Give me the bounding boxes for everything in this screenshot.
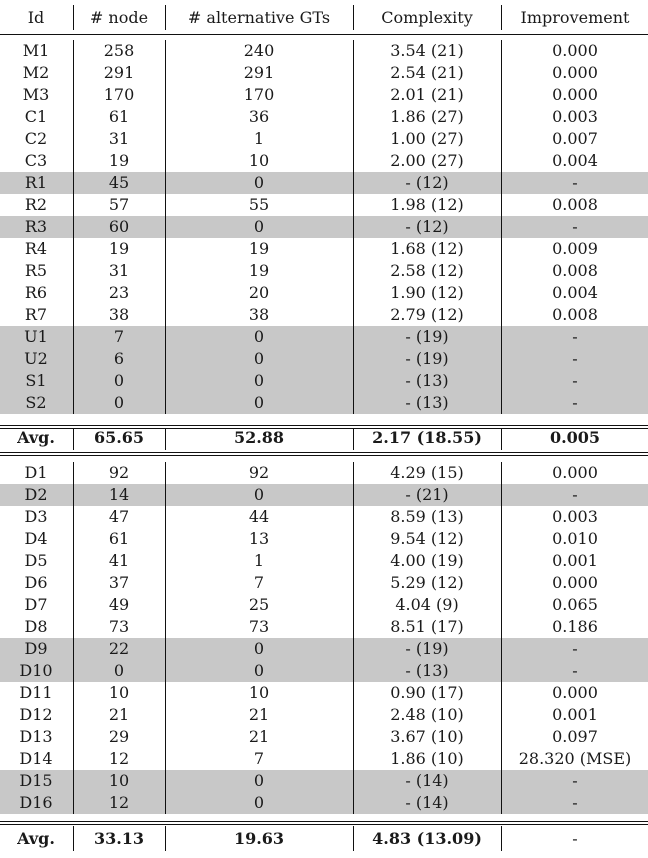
- table-row: [0, 194, 648, 216]
- average-row: [0, 427, 648, 449]
- improvement-cell: 0.001: [552, 705, 598, 724]
- table-row: [0, 304, 648, 326]
- id-cell: U1: [24, 327, 48, 346]
- node-cell: 23: [108, 283, 130, 302]
- improvement-cell: -: [572, 173, 578, 192]
- table-row: [0, 726, 648, 748]
- column-separator: [501, 40, 502, 414]
- node-cell: 10: [108, 771, 130, 790]
- alt-gts-cell: 13: [248, 529, 270, 548]
- complexity-cell: 5.29 (12): [390, 573, 464, 592]
- complexity-cell: 2.00 (27): [390, 151, 464, 170]
- complexity-cell: 2.58 (12): [390, 261, 464, 280]
- complexity-cell: 2.01 (21): [390, 85, 464, 104]
- complexity-cell: 1.86 (27): [390, 107, 464, 126]
- node-cell: 170: [103, 85, 135, 104]
- improvement-cell: -: [572, 829, 578, 848]
- improvement-cell: 0.000: [552, 463, 598, 482]
- improvement-cell: 0.008: [552, 305, 598, 324]
- complexity-cell: 2.48 (10): [390, 705, 464, 724]
- complexity-cell: 2.79 (12): [390, 305, 464, 324]
- table-row: [0, 326, 648, 348]
- id-cell: M2: [22, 63, 50, 82]
- complexity-cell: - (12): [405, 173, 449, 192]
- column-separator: [165, 40, 166, 414]
- complexity-cell: - (12): [405, 217, 449, 236]
- complexity-cell: - (19): [405, 349, 449, 368]
- node-cell: 31: [108, 261, 130, 280]
- complexity-cell: - (19): [405, 327, 449, 346]
- alt-gts-cell: 1: [253, 551, 265, 570]
- column-separator: [353, 826, 354, 851]
- table-row: [0, 40, 648, 62]
- id-cell: D7: [24, 595, 48, 614]
- rule-line: [0, 425, 648, 426]
- alt-gts-cell: 240: [243, 41, 275, 60]
- alt-gts-cell: 291: [243, 63, 275, 82]
- table-row: [0, 748, 648, 770]
- id-cell: R7: [24, 305, 48, 324]
- id-cell: R2: [24, 195, 48, 214]
- complexity-cell: - (14): [405, 793, 449, 812]
- alt-gts-cell: 19.63: [233, 829, 285, 848]
- complexity-cell: 3.54 (21): [390, 41, 464, 60]
- node-cell: 0: [113, 393, 125, 412]
- improvement-cell: -: [572, 771, 578, 790]
- improvement-cell: 0.008: [552, 195, 598, 214]
- node-cell: 12: [108, 749, 130, 768]
- alt-gts-cell: 10: [248, 151, 270, 170]
- improvement-cell: 0.000: [552, 85, 598, 104]
- improvement-cell: -: [572, 793, 578, 812]
- improvement-cell: 0.010: [552, 529, 598, 548]
- complexity-cell: 9.54 (12): [390, 529, 464, 548]
- node-cell: 38: [108, 305, 130, 324]
- id-cell: D14: [19, 749, 53, 768]
- alt-gts-cell: 19: [248, 239, 270, 258]
- table-row: [0, 260, 648, 282]
- complexity-cell: 8.51 (17): [390, 617, 464, 636]
- table-row: [0, 484, 648, 506]
- table-row: [0, 506, 648, 528]
- column-separator: [73, 462, 74, 814]
- improvement-cell: 0.186: [552, 617, 598, 636]
- node-cell: 0: [113, 661, 125, 680]
- node-cell: 45: [108, 173, 130, 192]
- complexity-cell: - (13): [405, 661, 449, 680]
- node-cell: 33.13: [93, 829, 145, 848]
- alt-gts-cell: 7: [253, 573, 265, 592]
- node-cell: 7: [113, 327, 125, 346]
- node-cell: 57: [108, 195, 130, 214]
- node-cell: 29: [108, 727, 130, 746]
- node-cell: 291: [103, 63, 135, 82]
- id-cell: C3: [24, 151, 48, 170]
- id-cell: M3: [22, 85, 50, 104]
- node-cell: 22: [108, 639, 130, 658]
- column-separator: [73, 40, 74, 414]
- alt-gts-cell: 0: [253, 661, 265, 680]
- table-row: [0, 282, 648, 304]
- improvement-cell: -: [572, 327, 578, 346]
- header-id-cell: Id: [27, 8, 45, 27]
- alt-gts-cell: 0: [253, 639, 265, 658]
- node-cell: 258: [103, 41, 135, 60]
- complexity-cell: 4.29 (15): [390, 463, 464, 482]
- table-row: [0, 616, 648, 638]
- header-row: [0, 7, 648, 29]
- complexity-cell: - (14): [405, 771, 449, 790]
- table-row: [0, 106, 648, 128]
- id-cell: C1: [24, 107, 48, 126]
- node-cell: 12: [108, 793, 130, 812]
- id-cell: Avg.: [17, 829, 55, 848]
- id-cell: D4: [24, 529, 48, 548]
- improvement-cell: 28.320 (MSE): [518, 749, 632, 768]
- complexity-cell: - (13): [405, 371, 449, 390]
- column-separator: [353, 40, 354, 414]
- id-cell: R6: [24, 283, 48, 302]
- complexity-cell: 2.17 (18.55): [372, 428, 482, 447]
- complexity-cell: 1.00 (27): [390, 129, 464, 148]
- improvement-cell: 0.065: [552, 595, 598, 614]
- node-cell: 19: [108, 151, 130, 170]
- complexity-cell: - (13): [405, 393, 449, 412]
- rule-line: [0, 821, 648, 822]
- alt-gts-cell: 21: [248, 727, 270, 746]
- id-cell: D1: [24, 463, 48, 482]
- table-row: [0, 550, 648, 572]
- improvement-cell: 0.001: [552, 551, 598, 570]
- header-complexity-cell: Complexity: [381, 8, 473, 27]
- improvement-cell: -: [572, 661, 578, 680]
- id-cell: D5: [24, 551, 48, 570]
- improvement-cell: 0.007: [552, 129, 598, 148]
- alt-gts-cell: 19: [248, 261, 270, 280]
- improvement-cell: 0.000: [552, 683, 598, 702]
- id-cell: D9: [24, 639, 48, 658]
- alt-gts-cell: 44: [248, 507, 270, 526]
- complexity-cell: 1.98 (12): [390, 195, 464, 214]
- id-cell: D8: [24, 617, 48, 636]
- average-row: [0, 828, 648, 850]
- complexity-cell: 2.54 (21): [390, 63, 464, 82]
- complexity-cell: 1.90 (12): [390, 283, 464, 302]
- complexity-cell: - (19): [405, 639, 449, 658]
- alt-gts-cell: 1: [253, 129, 265, 148]
- id-cell: C2: [24, 129, 48, 148]
- complexity-cell: - (21): [405, 485, 449, 504]
- improvement-cell: 0.005: [549, 428, 601, 447]
- improvement-cell: -: [572, 485, 578, 504]
- improvement-cell: 0.000: [552, 63, 598, 82]
- improvement-cell: -: [572, 371, 578, 390]
- rule-line: [0, 34, 648, 35]
- node-cell: 41: [108, 551, 130, 570]
- alt-gts-cell: 0: [253, 349, 265, 368]
- table-row: [0, 462, 648, 484]
- id-cell: S2: [25, 393, 47, 412]
- table-row: [0, 770, 648, 792]
- table-row: [0, 150, 648, 172]
- node-cell: 19: [108, 239, 130, 258]
- id-cell: D10: [19, 661, 53, 680]
- table-row: [0, 216, 648, 238]
- id-cell: R4: [24, 239, 48, 258]
- complexity-cell: 0.90 (17): [390, 683, 464, 702]
- complexity-cell: 8.59 (13): [390, 507, 464, 526]
- table-row: [0, 348, 648, 370]
- node-cell: 10: [108, 683, 130, 702]
- header-improvement-cell: Improvement: [520, 8, 630, 27]
- id-cell: D15: [19, 771, 53, 790]
- column-separator: [353, 462, 354, 814]
- node-cell: 92: [108, 463, 130, 482]
- table-row: [0, 528, 648, 550]
- node-cell: 37: [108, 573, 130, 592]
- complexity-cell: 1.86 (10): [390, 749, 464, 768]
- improvement-cell: 0.097: [552, 727, 598, 746]
- column-separator: [501, 826, 502, 851]
- column-separator: [501, 462, 502, 814]
- id-cell: S1: [25, 371, 47, 390]
- id-cell: D2: [24, 485, 48, 504]
- alt-gts-cell: 10: [248, 683, 270, 702]
- alt-gts-cell: 0: [253, 371, 265, 390]
- column-separator: [73, 428, 74, 450]
- table-row: [0, 238, 648, 260]
- table-row: [0, 172, 648, 194]
- node-cell: 21: [108, 705, 130, 724]
- header-alt-gts-cell: # alternative GTs: [187, 8, 331, 27]
- improvement-cell: 0.000: [552, 573, 598, 592]
- improvement-cell: 0.009: [552, 239, 598, 258]
- alt-gts-cell: 92: [248, 463, 270, 482]
- table-row: [0, 594, 648, 616]
- id-cell: Avg.: [17, 428, 55, 447]
- column-separator: [73, 826, 74, 851]
- alt-gts-cell: 0: [253, 327, 265, 346]
- column-separator: [501, 5, 502, 30]
- table-row: [0, 638, 648, 660]
- id-cell: D6: [24, 573, 48, 592]
- table-row: [0, 84, 648, 106]
- column-separator: [165, 826, 166, 851]
- alt-gts-cell: 0: [253, 793, 265, 812]
- rule-line: [0, 452, 648, 453]
- alt-gts-cell: 0: [253, 217, 265, 236]
- id-cell: R3: [24, 217, 48, 236]
- table-row: [0, 792, 648, 814]
- table-row: [0, 128, 648, 150]
- column-separator: [501, 428, 502, 450]
- table-row: [0, 370, 648, 392]
- alt-gts-cell: 7: [253, 749, 265, 768]
- node-cell: 65.65: [93, 428, 145, 447]
- alt-gts-cell: 170: [243, 85, 275, 104]
- node-cell: 61: [108, 107, 130, 126]
- improvement-cell: 0.008: [552, 261, 598, 280]
- id-cell: D16: [19, 793, 53, 812]
- improvement-cell: 0.000: [552, 41, 598, 60]
- node-cell: 61: [108, 529, 130, 548]
- alt-gts-cell: 0: [253, 393, 265, 412]
- header-node-cell: # node: [89, 8, 149, 27]
- rule-line: [0, 824, 648, 825]
- alt-gts-cell: 0: [253, 173, 265, 192]
- improvement-cell: -: [572, 217, 578, 236]
- improvement-cell: -: [572, 393, 578, 412]
- alt-gts-cell: 0: [253, 485, 265, 504]
- node-cell: 31: [108, 129, 130, 148]
- column-separator: [73, 5, 74, 30]
- alt-gts-cell: 36: [248, 107, 270, 126]
- id-cell: U2: [24, 349, 48, 368]
- table-row: [0, 572, 648, 594]
- node-cell: 73: [108, 617, 130, 636]
- improvement-cell: 0.003: [552, 507, 598, 526]
- node-cell: 49: [108, 595, 130, 614]
- column-separator: [353, 5, 354, 30]
- column-separator: [353, 428, 354, 450]
- complexity-cell: 4.00 (19): [390, 551, 464, 570]
- id-cell: M1: [22, 41, 50, 60]
- node-cell: 14: [108, 485, 130, 504]
- table-row: [0, 62, 648, 84]
- id-cell: D12: [19, 705, 53, 724]
- table-row: [0, 682, 648, 704]
- alt-gts-cell: 20: [248, 283, 270, 302]
- node-cell: 6: [113, 349, 125, 368]
- improvement-cell: 0.004: [552, 283, 598, 302]
- table-row: [0, 704, 648, 726]
- node-cell: 47: [108, 507, 130, 526]
- table-row: [0, 660, 648, 682]
- id-cell: R5: [24, 261, 48, 280]
- alt-gts-cell: 52.88: [233, 428, 285, 447]
- id-cell: D11: [19, 683, 53, 702]
- rule-line: [0, 455, 648, 456]
- complexity-cell: 3.67 (10): [390, 727, 464, 746]
- table-row: [0, 392, 648, 414]
- complexity-cell: 1.68 (12): [390, 239, 464, 258]
- improvement-cell: 0.004: [552, 151, 598, 170]
- alt-gts-cell: 21: [248, 705, 270, 724]
- improvement-cell: -: [572, 349, 578, 368]
- alt-gts-cell: 55: [248, 195, 270, 214]
- node-cell: 0: [113, 371, 125, 390]
- column-separator: [165, 5, 166, 30]
- alt-gts-cell: 0: [253, 771, 265, 790]
- node-cell: 60: [108, 217, 130, 236]
- id-cell: D13: [19, 727, 53, 746]
- complexity-cell: 4.04 (9): [395, 595, 459, 614]
- alt-gts-cell: 73: [248, 617, 270, 636]
- alt-gts-cell: 25: [248, 595, 270, 614]
- column-separator: [165, 462, 166, 814]
- complexity-cell: 4.83 (13.09): [372, 829, 482, 848]
- alt-gts-cell: 38: [248, 305, 270, 324]
- improvement-cell: -: [572, 639, 578, 658]
- improvement-cell: 0.003: [552, 107, 598, 126]
- column-separator: [165, 428, 166, 450]
- id-cell: D3: [24, 507, 48, 526]
- id-cell: R1: [24, 173, 48, 192]
